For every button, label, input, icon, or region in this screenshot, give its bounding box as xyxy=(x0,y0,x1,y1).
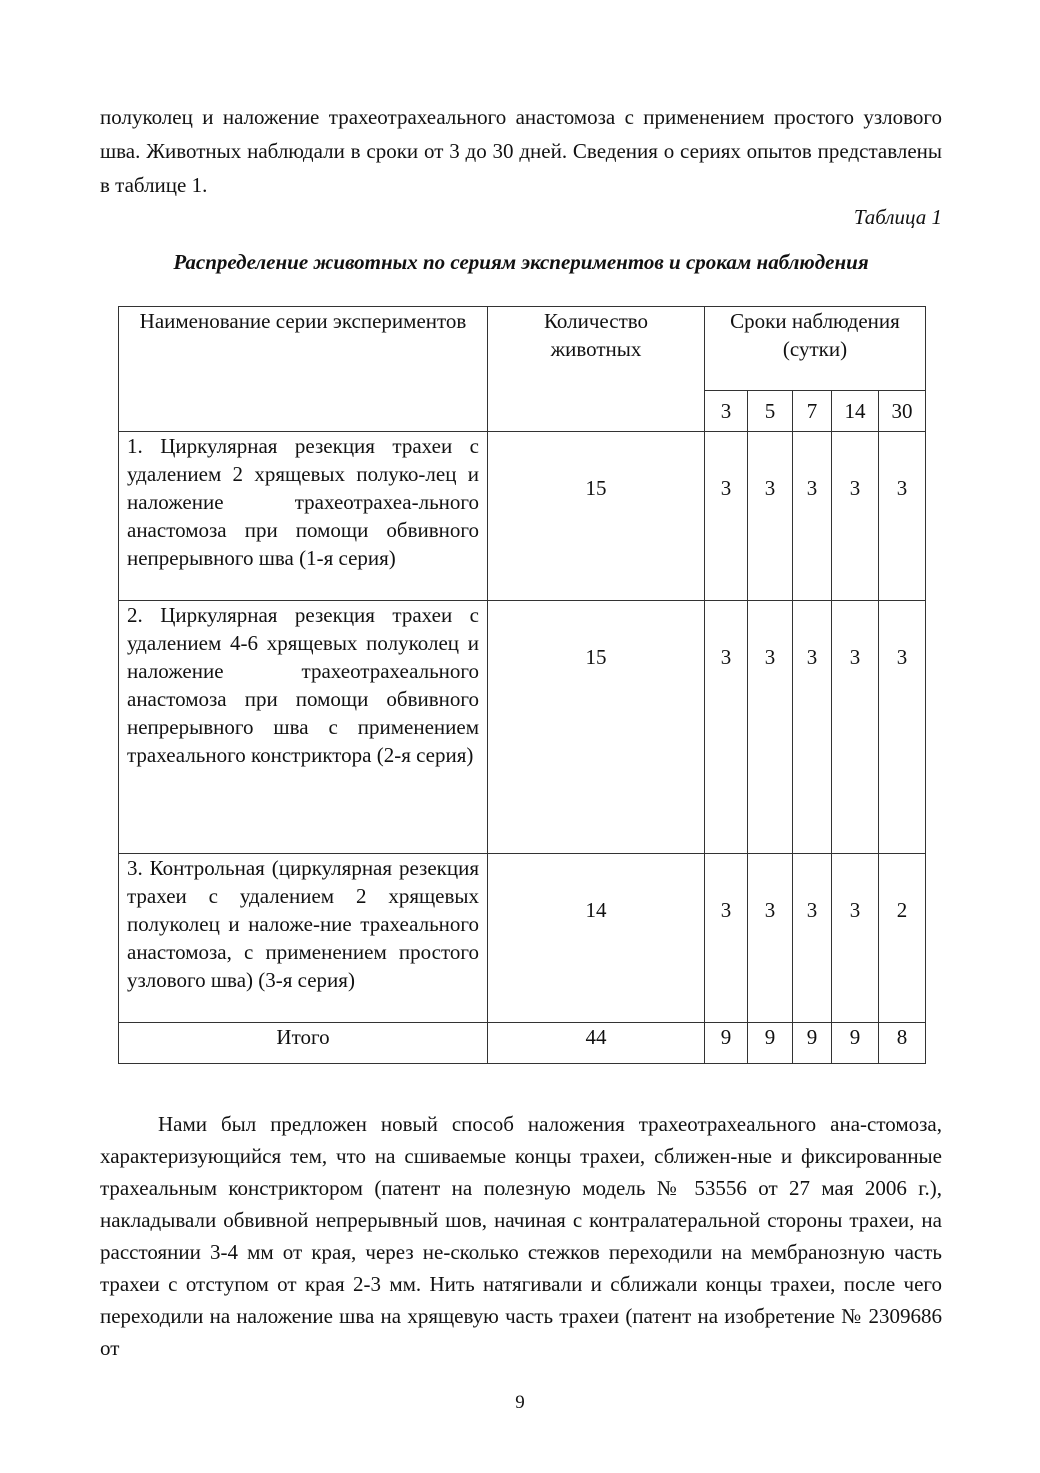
table-caption: Таблица 1 xyxy=(853,205,942,229)
table-header-row xyxy=(119,307,926,391)
series-value: 3 xyxy=(748,432,793,601)
total-label: Итого xyxy=(119,1023,488,1064)
series-value: 3 xyxy=(793,601,832,854)
total-value: 9 xyxy=(832,1023,879,1064)
series-value: 3 xyxy=(705,854,748,1023)
day-header: 14 xyxy=(832,390,879,431)
series-value: 3 xyxy=(879,601,926,854)
total-count: 44 xyxy=(488,1023,705,1064)
series-value: 2 xyxy=(879,854,926,1023)
series-value: 3 xyxy=(832,854,879,1023)
series-name: 2. Циркулярная резекция трахеи с удалением 4-6 хрящевых полуколец и наложение трахеотрахеального анастомоза при помощи обвивного непрерывного шва с применением трахеального констриктора (2-я серия) xyxy=(119,601,488,854)
series-value: 3 xyxy=(879,432,926,601)
series-value: 3 xyxy=(748,854,793,1023)
series-value: 3 xyxy=(705,601,748,854)
table-row xyxy=(119,432,926,601)
total-value: 9 xyxy=(793,1023,832,1064)
series-name: 1. Циркулярная резекция трахеи с удалением 2 хрящевых полуко-лец и наложение трахеотрахеа-льного анастомоза при помощи обвивного непрерывного шва (1-я серия) xyxy=(119,432,488,601)
page-number: 9 xyxy=(515,1392,525,1413)
series-value: 3 xyxy=(748,601,793,854)
main-paragraph: Нами был предложен новый способ наложения трахеотрахеального ана-стомоза, характеризующийся тем, что на сшиваемые концы трахеи, сближен-ные и фиксированные трахеальным констриктором (патент на полезную модель № 53556 от 27 мая 2006 г.), накладывали обвивной непрерывный шов, начиная с контралатеральной стороны трахеи, на расстоянии 3-4 мм от края, через не-сколько стежков переходили на мембранозную часть трахеи с отступом от края 2-3 мм. Нить натягивали и сближали концы трахеи, после чего переходили на наложение шва на хрящевую часть трахеи (патент на изобретение № 2309686 от xyxy=(100,1112,942,1360)
series-value: 3 xyxy=(832,432,879,601)
total-value: 9 xyxy=(705,1023,748,1064)
series-value: 3 xyxy=(705,432,748,601)
series-count: 15 xyxy=(488,601,705,854)
series-value: 3 xyxy=(793,854,832,1023)
day-header: 5 xyxy=(748,390,793,431)
day-header: 30 xyxy=(879,390,926,431)
observation-table xyxy=(118,306,926,1064)
table-total-row xyxy=(119,1023,926,1064)
header-observation-terms: Сроки наблюдения (сутки) xyxy=(705,307,926,391)
series-value: 3 xyxy=(832,601,879,854)
header-animal-count: Количество животных xyxy=(488,307,705,432)
intro-paragraph: полуколец и наложение трахеотрахеального анастомоза с применением простого узлового шва. Животных наблюдали в сроки от 3 до 30 дней. Сведения о сериях опытов представлены в таблице 1. xyxy=(100,105,942,197)
total-value: 9 xyxy=(748,1023,793,1064)
table-title: Распределение животных по сериям экспериментов и срокам наблюдения xyxy=(173,250,869,274)
total-value: 8 xyxy=(879,1023,926,1064)
series-value: 3 xyxy=(793,432,832,601)
day-header: 3 xyxy=(705,390,748,431)
table-row xyxy=(119,854,926,1023)
day-header: 7 xyxy=(793,390,832,431)
series-name: 3. Контрольная (циркулярная резекция трахеи с удалением 2 хрящевых полуколец и наложе-ние трахеального анастомоза, с применением простого узлового шва) (3-я серия) xyxy=(119,854,488,1023)
table-row xyxy=(119,601,926,854)
series-count: 14 xyxy=(488,854,705,1023)
header-series-name: Наименование серии экспериментов xyxy=(119,307,488,432)
series-count: 15 xyxy=(488,432,705,601)
